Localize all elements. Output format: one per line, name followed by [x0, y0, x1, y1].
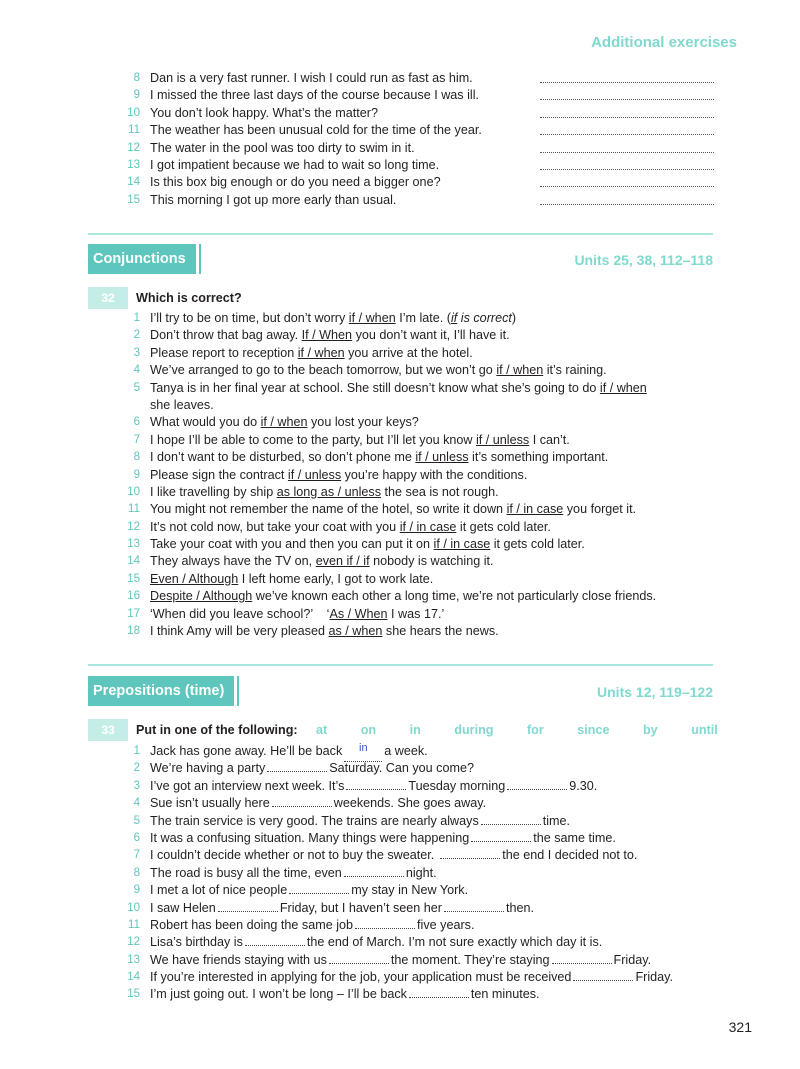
answer-gap[interactable] [507, 779, 567, 790]
item-text: You don’t look happy. What’s the matter? [150, 105, 378, 120]
item-text: Please sign the contract if / unless you’re happy with the conditions. [150, 467, 528, 482]
item-number: 4 [133, 797, 140, 810]
item-number: 7 [133, 433, 140, 446]
answer-options[interactable]: as long as / unless [276, 484, 382, 499]
item-number: 13 [127, 538, 140, 551]
item-number: 14 [127, 555, 140, 568]
answer-options[interactable]: Even / Although [150, 571, 239, 586]
item-text: They always have the TV on, even if / if nobody is watching it. [150, 554, 494, 569]
item-text: If you’re interested in applying for the job, your application must be received Friday. [150, 970, 673, 985]
answer-gap[interactable] [218, 901, 278, 912]
item-text: I met a lot of nice people my stay in New York. [150, 883, 469, 898]
section-tab-conjunctions: Conjunctions [88, 244, 199, 274]
item-number: 15 [127, 988, 140, 1001]
item-text: she leaves. [150, 397, 214, 412]
item-number: 10 [127, 106, 140, 119]
example-answer: if [451, 311, 458, 325]
item-text: You might not remember the name of the hotel, so write it down if / in case you forget it. [150, 502, 637, 517]
item-text: I couldn’t decide whether or not to buy the sweater. the end I decided not to. [150, 848, 638, 863]
item-text: The water in the pool was too dirty to swim in it. [150, 140, 415, 155]
exercise-instruction: Which is correct? [136, 291, 242, 305]
item-text: We’re having a party Saturday. Can you come? [150, 761, 474, 776]
section-divider [88, 233, 713, 235]
item-text: I hope I’ll be able to come to the party, but I’ll let you know if / unless I can’t. [150, 432, 570, 447]
item-number: 11 [128, 503, 140, 516]
item-number: 12 [127, 520, 140, 533]
item-number: 9 [133, 89, 140, 102]
item-text: It’s not cold now, but take your coat with you if / in case it gets cold later. [150, 519, 551, 534]
section-divider [88, 664, 713, 666]
item-text: I got impatient because we had to wait so long time. [150, 157, 440, 172]
answer-gap[interactable] [440, 848, 500, 859]
answer-line[interactable] [540, 82, 714, 83]
item-text: Sue isn’t usually here weekends. She goes away. [150, 796, 487, 811]
item-number: 6 [133, 416, 140, 429]
answer-options[interactable]: if / when [260, 415, 308, 430]
word-bank-item: for [526, 723, 544, 737]
item-number: 10 [127, 901, 140, 914]
answer-options[interactable]: if / when [496, 363, 544, 378]
answer-gap[interactable] [409, 987, 469, 998]
item-text: Please report to reception if / when you arrive at the hotel. [150, 345, 473, 360]
item-text: I missed the three last days of the course because I was ill. [150, 88, 479, 103]
word-bank-item: at [316, 723, 328, 737]
item-text: What would you do if / when you lost your keys? [150, 415, 419, 430]
page-number: 321 [728, 1019, 752, 1035]
answer-options[interactable]: Despite / Although [150, 589, 253, 604]
answer-gap[interactable] [346, 779, 406, 790]
section-units-prepositions: Units 12, 119–122 [597, 684, 713, 700]
item-text: Tanya is in her final year at school. She still doesn’t know what she’s going to do if / when [150, 380, 647, 395]
item-number: 14 [127, 971, 140, 984]
answer-options[interactable]: If / When [301, 328, 353, 343]
answer-gap[interactable] [272, 796, 332, 807]
answer-options[interactable]: if / unless [287, 467, 342, 482]
item-number: 5 [133, 381, 140, 394]
item-number: 9 [133, 884, 140, 897]
answer-line[interactable] [540, 204, 714, 205]
word-bank-item: on [360, 723, 377, 737]
answer-gap[interactable] [444, 901, 504, 912]
section-tab-prepositions: Prepositions (time) [88, 676, 237, 706]
item-text: Take your coat with you and then you can put it on if / in case it gets cold later. [150, 537, 585, 552]
item-number: 14 [127, 176, 140, 189]
answer-gap[interactable] [267, 761, 327, 772]
exercise-number-badge: 32 [88, 287, 128, 309]
item-number: 1 [133, 745, 140, 757]
word-bank-item: since [577, 723, 610, 737]
item-text: I’m just going out. I won’t be long – I’ll be back ten minutes. [150, 987, 540, 1002]
item-number: 5 [133, 814, 140, 827]
answer-line[interactable] [540, 152, 714, 153]
answer-gap[interactable] [481, 814, 541, 825]
item-text: I don’t want to be disturbed, so don’t phone me if / unless it’s something important. [150, 450, 609, 465]
answer-gap[interactable] [245, 935, 305, 946]
item-text: I’ve got an interview next week. It’s Tuesday morning 9.30. [150, 778, 598, 793]
item-number: 13 [127, 953, 140, 966]
answer-options[interactable]: if / in case [399, 519, 457, 534]
answer-options[interactable]: as / when [328, 624, 383, 639]
answer-options[interactable]: if / unless [476, 432, 530, 447]
item-text: This morning I got up more early than usual. [150, 192, 397, 207]
item-text: We’ve arranged to go to the beach tomorrow, but we won’t go if / when it’s raining. [150, 363, 607, 378]
answer-options[interactable]: if / in case [433, 537, 491, 552]
word-bank-item: during [454, 723, 494, 737]
answer-options[interactable]: if / in case [506, 502, 564, 517]
item-text: Lisa’s birthday is the end of March. I’m not sure exactly which day it is. [150, 935, 603, 950]
section-units-conjunctions: Units 25, 38, 112–118 [574, 252, 713, 268]
answer-options[interactable]: if / when [599, 380, 647, 395]
item-number: 10 [127, 485, 140, 498]
item-number: 15 [127, 572, 140, 585]
item-text: Is this box big enough or do you need a bigger one? [150, 175, 441, 190]
item-text: I’ll try to be on time, but don’t worry if / when I’m late. (if is correct) [150, 311, 517, 325]
answer-options[interactable]: if / when [348, 311, 396, 325]
item-number: 8 [133, 866, 140, 879]
header-title: Additional exercises [591, 34, 737, 51]
item-number: 12 [127, 936, 140, 949]
answer-options[interactable]: if / unless [415, 450, 469, 465]
item-number: 3 [133, 346, 140, 359]
item-number: 8 [133, 451, 140, 464]
item-text: Don’t throw that bag away. If / When you don’t want it, I’ll have it. [150, 328, 510, 343]
handwritten-answer: in [359, 742, 368, 754]
item-text: ‘When did you leave school?’ ‘As / When I was 17.’ [150, 606, 445, 621]
item-number: 8 [133, 72, 140, 84]
word-bank-item: in [409, 723, 421, 737]
exercise-number-badge: 33 [88, 719, 128, 741]
item-number: 11 [128, 124, 140, 137]
item-number: 6 [133, 831, 140, 844]
item-number: 17 [127, 607, 140, 620]
answer-line[interactable] [540, 134, 714, 135]
answer-line[interactable] [540, 99, 714, 100]
item-text: Even / Although I left home early, I got to work late. [150, 571, 434, 586]
item-text: Jack has gone away. He’ll be back in a week. [150, 743, 428, 762]
item-number: 2 [133, 329, 140, 342]
item-number: 11 [128, 918, 140, 931]
word-bank [316, 719, 748, 741]
item-number: 12 [127, 141, 140, 154]
item-text: The train service is very good. The trains are nearly always time. [150, 813, 571, 828]
item-number: 1 [133, 312, 140, 324]
item-text: Despite / Although we’ve known each other a long time, we’re not particularly close friends. [150, 589, 657, 604]
item-number: 4 [133, 364, 140, 377]
item-number: 15 [127, 193, 140, 206]
item-number: 18 [127, 625, 140, 638]
word-bank-item: until [691, 723, 718, 737]
item-text: I saw Helen Friday, but I haven’t seen her then. [150, 900, 535, 915]
item-text: Dan is a very fast runner. I wish I could run as fast as him. [150, 71, 473, 85]
answer-gap[interactable] [289, 883, 349, 894]
item-number: 9 [133, 468, 140, 481]
answer-line[interactable] [540, 186, 714, 187]
answer-gap[interactable] [471, 831, 531, 842]
item-number: 13 [127, 158, 140, 171]
answer-line[interactable] [540, 169, 714, 170]
answer-options[interactable]: if / when [297, 345, 345, 360]
item-text: I like travelling by ship as long as / unless the sea is not rough. [150, 484, 499, 499]
answer-gap[interactable] [344, 866, 404, 877]
answer-gap[interactable] [355, 918, 415, 929]
word-bank-item: by [642, 723, 658, 737]
item-text: It was a confusing situation. Many things were happening the same time. [150, 830, 616, 845]
answer-gap[interactable] [573, 970, 633, 981]
item-number: 7 [133, 849, 140, 862]
item-text: The road is busy all the time, even night. [150, 865, 437, 880]
item-number: 16 [127, 590, 140, 603]
item-text: The weather has been unusual cold for the time of the year. [150, 123, 482, 138]
item-number: 2 [133, 762, 140, 775]
answer-line[interactable] [540, 117, 714, 118]
item-text: We have friends staying with us the moment. They’re staying Friday. [150, 952, 652, 967]
answer-gap[interactable] [552, 953, 612, 964]
answer-options[interactable]: As / When [329, 606, 388, 621]
item-text: Robert has been doing the same job five years. [150, 917, 475, 932]
exercise-instruction: Put in one of the following: [136, 723, 298, 737]
item-number: 3 [133, 779, 140, 792]
item-text: I think Amy will be very pleased as / when she hears the news. [150, 624, 499, 639]
answer-gap[interactable] [329, 953, 389, 964]
answer-options[interactable]: even if / if [315, 554, 370, 569]
